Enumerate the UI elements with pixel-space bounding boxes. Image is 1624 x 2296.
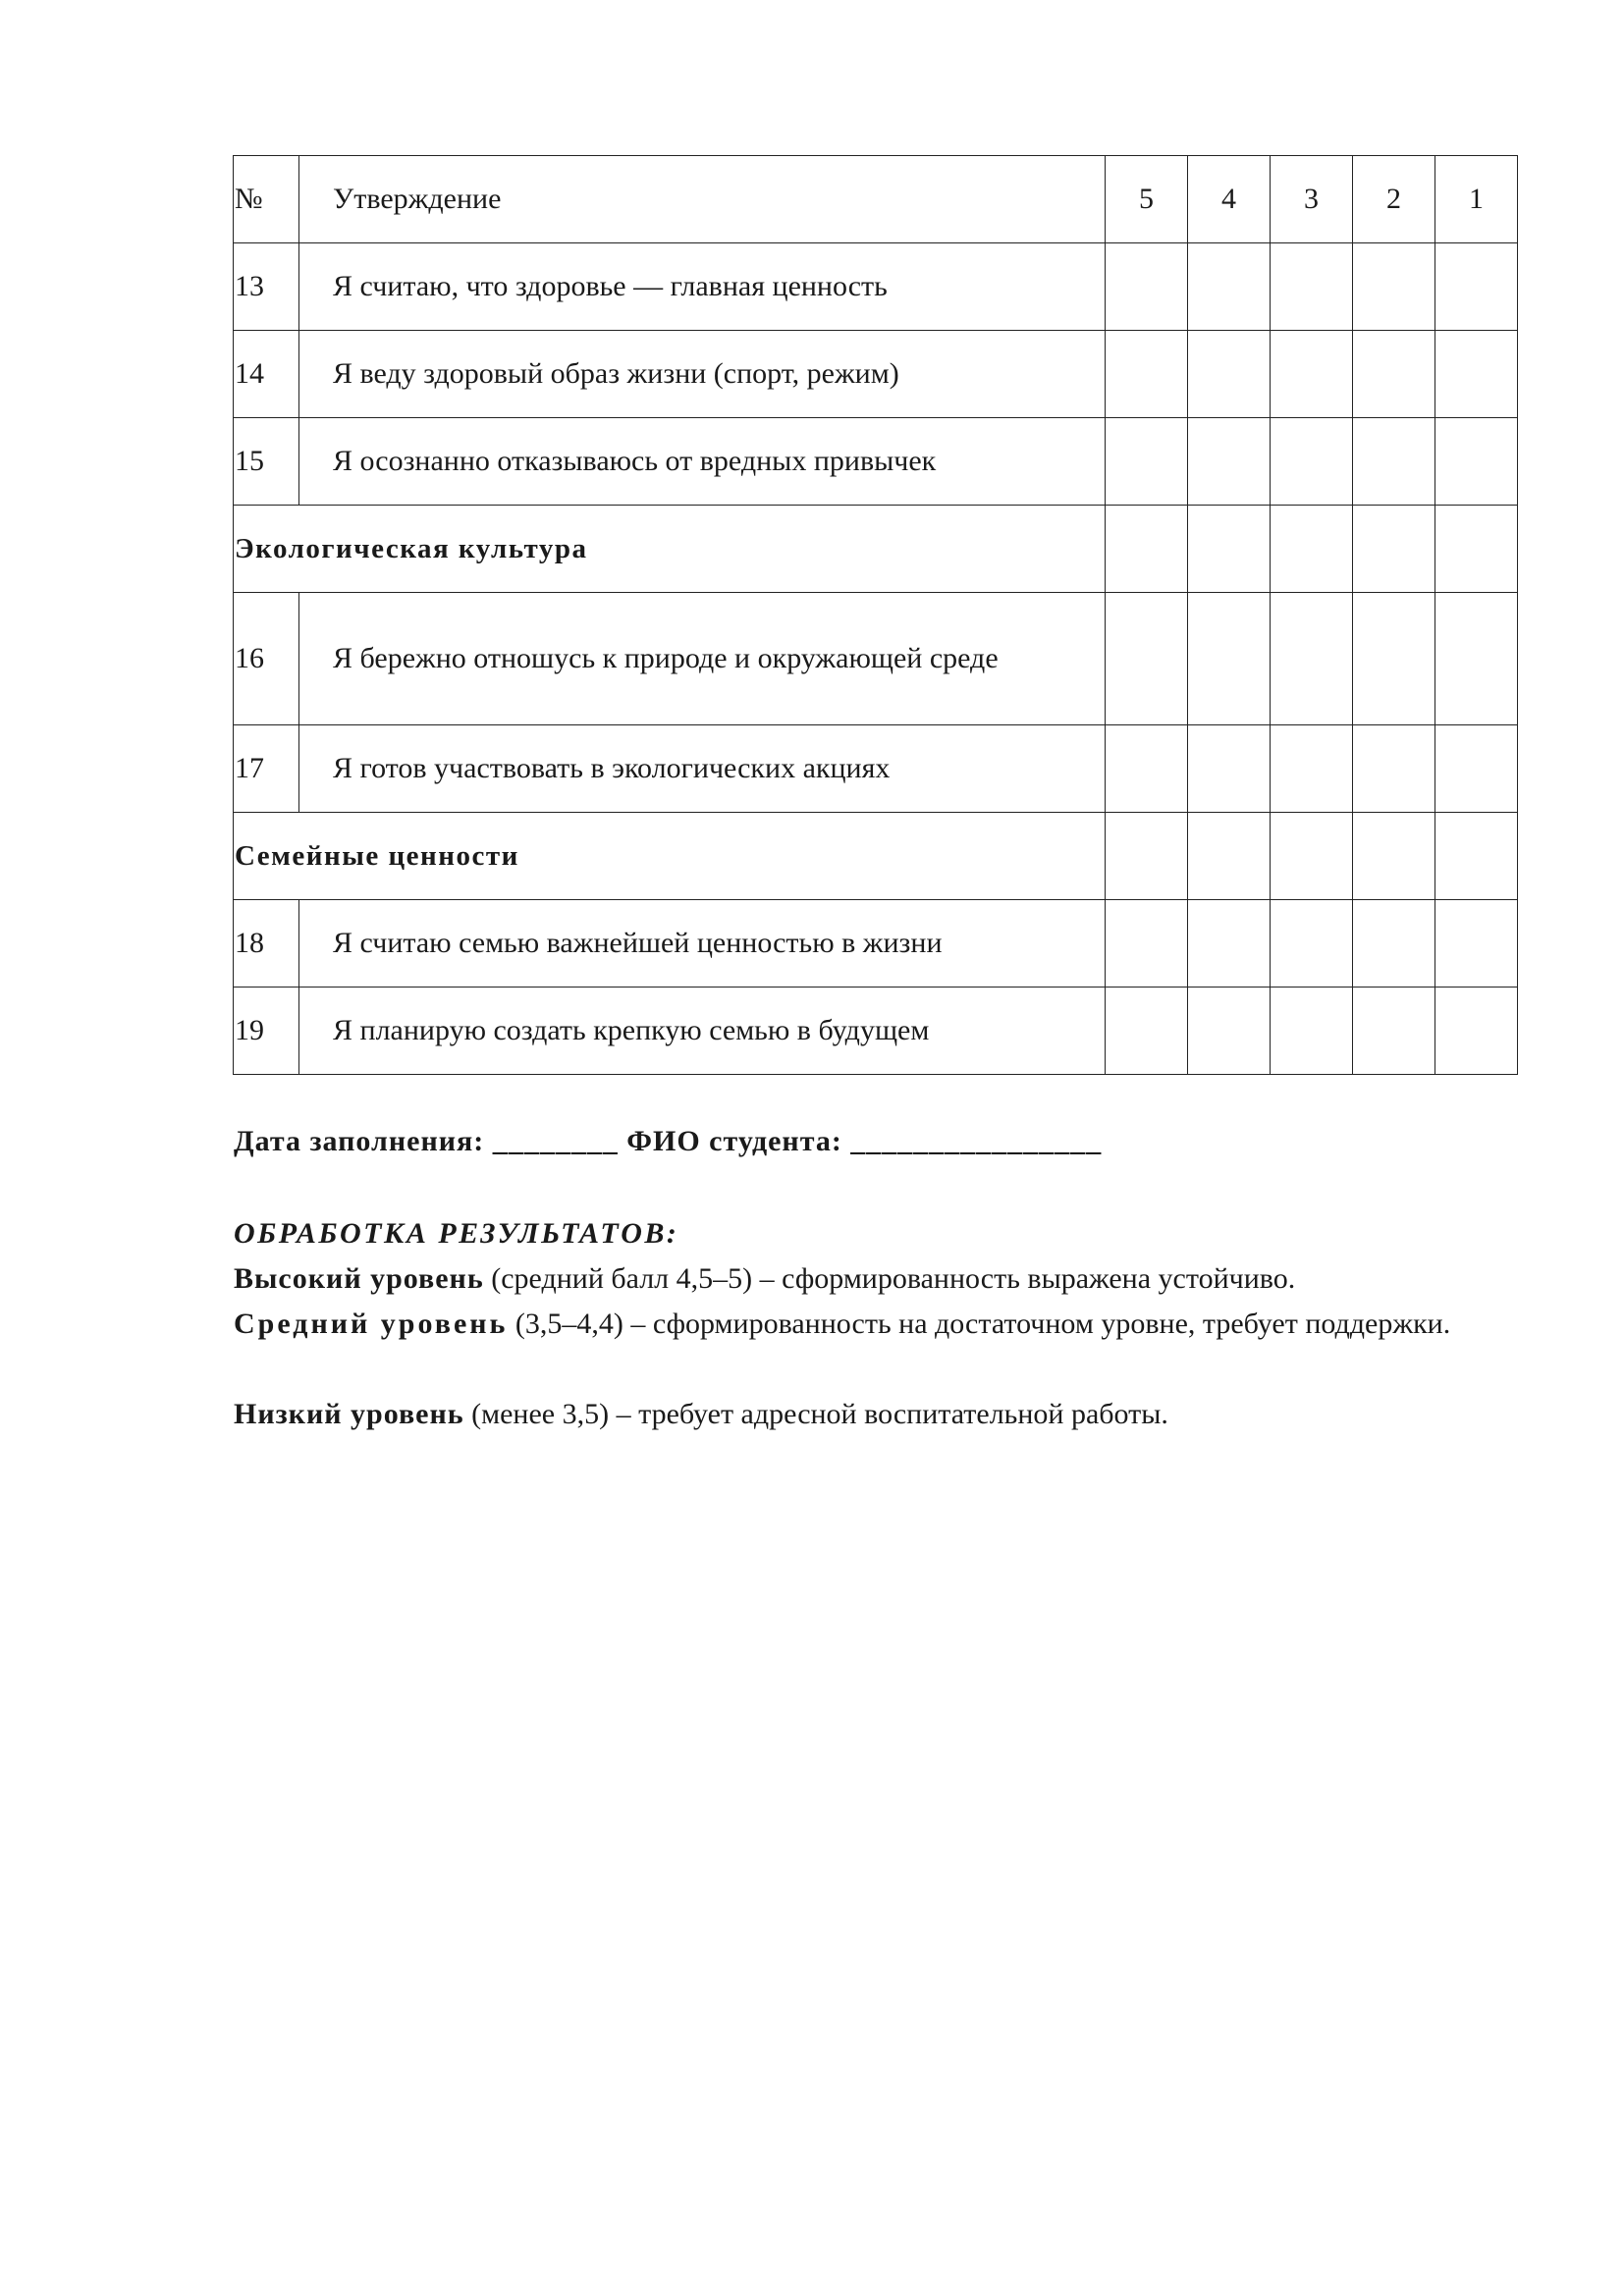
table-row xyxy=(234,331,1518,418)
empty-cell xyxy=(1188,813,1271,900)
level-low-text: (менее 3,5) – требует адресной воспитательной работы. xyxy=(463,1398,1168,1430)
header-statement: Утверждение xyxy=(299,156,1106,243)
empty-cell xyxy=(1271,813,1353,900)
header-score-3: 3 xyxy=(1271,156,1353,243)
table-row xyxy=(234,243,1518,331)
row-number: 17 xyxy=(234,725,299,813)
empty-cell xyxy=(1353,506,1435,593)
score-cell-2[interactable] xyxy=(1353,725,1435,813)
score-cell-3[interactable] xyxy=(1271,243,1353,331)
score-cell-4[interactable] xyxy=(1188,725,1271,813)
row-statement: Я считаю, что здоровье — главная ценность xyxy=(299,243,1106,331)
score-cell-5[interactable] xyxy=(1106,988,1188,1075)
score-cell-2[interactable] xyxy=(1353,243,1435,331)
empty-cell xyxy=(1435,813,1518,900)
score-cell-5[interactable] xyxy=(1106,331,1188,418)
score-cell-2[interactable] xyxy=(1353,988,1435,1075)
score-cell-4[interactable] xyxy=(1188,331,1271,418)
empty-cell xyxy=(1106,813,1188,900)
score-cell-4[interactable] xyxy=(1188,418,1271,506)
score-cell-2[interactable] xyxy=(1353,418,1435,506)
row-number: 15 xyxy=(234,418,299,506)
results-title: ОБРАБОТКА РЕЗУЛЬТАТОВ: xyxy=(234,1217,679,1250)
score-cell-1[interactable] xyxy=(1435,725,1518,813)
score-cell-5[interactable] xyxy=(1106,900,1188,988)
row-statement: Я считаю семью важнейшей ценностью в жизни xyxy=(299,900,1106,988)
level-mid-paragraph xyxy=(234,1302,1517,1347)
score-cell-3[interactable] xyxy=(1271,418,1353,506)
empty-cell xyxy=(1188,506,1271,593)
row-statement: Я планирую создать крепкую семью в будущем xyxy=(299,988,1106,1075)
score-cell-1[interactable] xyxy=(1435,988,1518,1075)
section-title-ecology: Экологическая культура xyxy=(234,506,1106,593)
score-cell-2[interactable] xyxy=(1353,593,1435,725)
table-row xyxy=(234,900,1518,988)
level-low-label: Низкий уровень xyxy=(234,1398,464,1430)
level-low-paragraph xyxy=(234,1392,1517,1437)
level-mid-text: (3,5–4,4) – сформированность на достаточном уровне, требует поддержки. xyxy=(508,1308,1451,1340)
score-cell-1[interactable] xyxy=(1435,418,1518,506)
score-cell-4[interactable] xyxy=(1188,988,1271,1075)
date-name-line: Дата заполнения: ________ ФИО студента: ________________ xyxy=(234,1125,1103,1157)
score-cell-3[interactable] xyxy=(1271,331,1353,418)
empty-cell xyxy=(1353,813,1435,900)
row-statement: Я готов участвовать в экологических акциях xyxy=(299,725,1106,813)
empty-cell xyxy=(1271,506,1353,593)
score-cell-4[interactable] xyxy=(1188,243,1271,331)
score-cell-5[interactable] xyxy=(1106,593,1188,725)
row-statement: Я веду здоровый образ жизни (спорт, режим) xyxy=(299,331,1106,418)
survey-table xyxy=(233,155,1518,1075)
score-cell-1[interactable] xyxy=(1435,243,1518,331)
score-cell-1[interactable] xyxy=(1435,331,1518,418)
score-cell-4[interactable] xyxy=(1188,593,1271,725)
score-cell-5[interactable] xyxy=(1106,725,1188,813)
score-cell-4[interactable] xyxy=(1188,900,1271,988)
score-cell-5[interactable] xyxy=(1106,418,1188,506)
section-row xyxy=(234,506,1518,593)
row-number: 14 xyxy=(234,331,299,418)
empty-cell xyxy=(1435,506,1518,593)
table-row xyxy=(234,593,1518,725)
score-cell-3[interactable] xyxy=(1271,593,1353,725)
header-num: № xyxy=(234,156,299,243)
row-number: 13 xyxy=(234,243,299,331)
table-row xyxy=(234,418,1518,506)
header-score-1: 1 xyxy=(1435,156,1518,243)
table-header-row xyxy=(234,156,1518,243)
score-cell-2[interactable] xyxy=(1353,331,1435,418)
empty-cell xyxy=(1106,506,1188,593)
section-row xyxy=(234,813,1518,900)
score-cell-1[interactable] xyxy=(1435,900,1518,988)
level-high-paragraph xyxy=(234,1256,1517,1302)
level-high-label: Высокий уровень xyxy=(234,1262,484,1295)
table-row xyxy=(234,988,1518,1075)
score-cell-2[interactable] xyxy=(1353,900,1435,988)
level-high-text: (средний балл 4,5–5) – сформированность выражена устойчиво. xyxy=(483,1262,1296,1295)
row-statement: Я бережно отношусь к природе и окружающей среде xyxy=(299,593,1106,725)
score-cell-3[interactable] xyxy=(1271,725,1353,813)
header-score-4: 4 xyxy=(1188,156,1271,243)
score-cell-5[interactable] xyxy=(1106,243,1188,331)
row-statement: Я осознанно отказываюсь от вредных привычек xyxy=(299,418,1106,506)
header-score-5: 5 xyxy=(1106,156,1188,243)
row-number: 19 xyxy=(234,988,299,1075)
section-title-family: Семейные ценности xyxy=(234,813,1106,900)
header-score-2: 2 xyxy=(1353,156,1435,243)
score-cell-1[interactable] xyxy=(1435,593,1518,725)
row-number: 16 xyxy=(234,593,299,725)
score-cell-3[interactable] xyxy=(1271,988,1353,1075)
row-number: 18 xyxy=(234,900,299,988)
score-cell-3[interactable] xyxy=(1271,900,1353,988)
table-row xyxy=(234,725,1518,813)
level-mid-label: Средний уровень xyxy=(234,1308,509,1340)
